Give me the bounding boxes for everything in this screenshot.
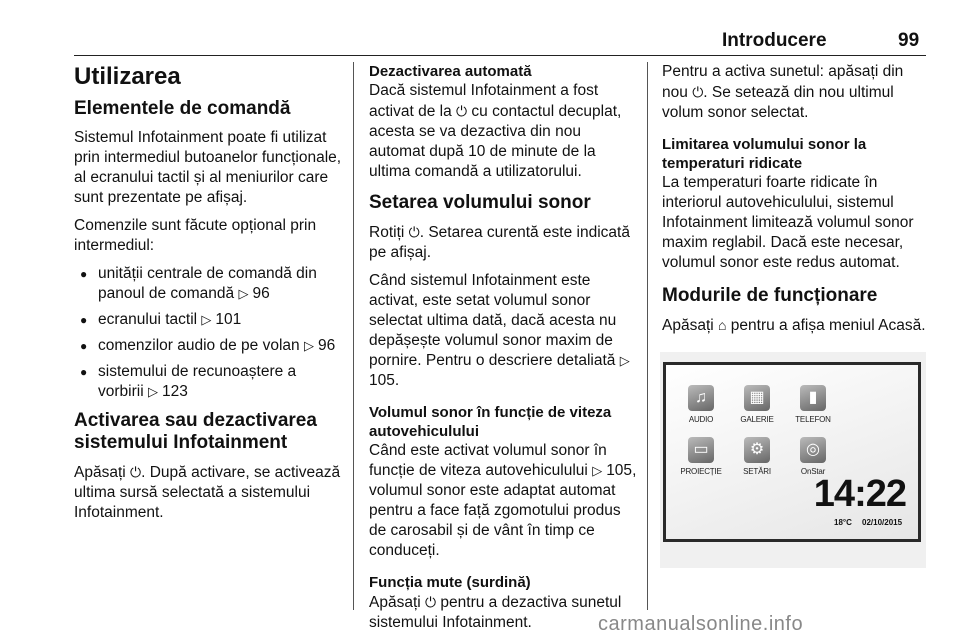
heading-auto-off: Dezactivarea automată [369,63,532,80]
page-header [0,30,960,52]
paragraph-intro: Sistemul Infotainment poate fi utilizat prin intermediul butoanelor funcționale, al ecranului tactil și al meniurilor care sunt prezentate pe afișaj. [74,129,342,206]
page-ref[interactable]: 96 [252,285,270,302]
column-divider [647,62,648,610]
page-ref-icon: ▷ [592,463,603,478]
paragraph-auto-off: Dacă sistemul Infotainment a fost activat de la ⏻ cu contactul decuplat, acesta se va dezactiva din nou automat după 10 de minute de la ultima comandă a utilizatorului. [369,82,622,180]
page-ref-icon: ▷ [147,384,158,399]
page-ref[interactable]: 101 [215,311,242,328]
infotainment-display [663,362,921,542]
page-ref[interactable]: 105. [369,372,400,389]
heading-mute: Funcția mute (surdină) [369,574,531,591]
list-item: ● sistemului de recunoaștere a vorbirii ▷ 123 [74,362,344,402]
paragraph-volume-start: Când sistemul Infotainment este activat, este setat volumul sonor selectat ultima dată, dacă acesta nu depășește volumul sonor maxim de pornire. Pentru o descriere detaliată ▷105. [369,272,630,389]
heading-speed-volume: Volumul sonor în funcție de viteza autovehiculului [369,404,612,440]
onstar-app-icon[interactable]: ◎ OnStar [788,437,838,476]
audio-app-icon[interactable]: ♫ AUDIO [676,385,726,424]
date: 02/10/2015 [862,518,903,527]
onstar-icon: ◎ [800,437,826,463]
paragraph-options: Comenzile sunt făcute opțional prin intermediul: [74,217,317,254]
chapter-title: Utilizarea [74,63,181,90]
gallery-app-icon[interactable]: ▦ GALERIE [732,385,782,424]
header-rule [74,55,926,56]
paragraph-unmute: Pentru a activa sunetul: apăsați din nou ⏻. Se setează din nou ultimul volum sonor selectat. [662,63,904,121]
column-divider [353,62,354,610]
page-ref[interactable]: 96 [317,337,336,354]
settings-app-icon[interactable]: ⚙ SETĂRI [732,437,782,476]
list-item: ● ecranului tactil ▷ 101 [74,310,344,330]
gear-icon: ⚙ [744,437,770,463]
power-icon: ⏻ [408,224,420,240]
projection-icon: ▭ [688,437,714,463]
gallery-icon: ▦ [744,385,770,411]
paragraph-modes: Apăsați ⌂ pentru a afișa meniul Acasă. [662,317,926,334]
list-item: ● comenzilor audio de pe volan ▷ 96 [74,336,344,356]
clock: 14:22 [813,473,906,515]
heading-modes: Modurile de funcționare [662,285,878,306]
home-icon: ⌂ [718,317,727,333]
temperature: 18°C [834,518,852,527]
music-note-icon: ♫ [688,385,714,411]
page-ref-icon: ▷ [238,286,249,301]
paragraph-volume-limit: La temperaturi foarte ridicate în interiorul autovehiculului, sistemul Infotainment limitează volumul sonor maxim reglabil. Dacă este necesar, volumul sonor este redus automat. [662,174,914,271]
page-ref[interactable]: 105 [606,462,633,479]
heading-volume: Setarea volumului sonor [369,192,591,213]
column-3 [662,62,928,344]
phone-icon: ▮ [800,385,826,411]
column-1 [74,62,344,531]
phone-app-icon[interactable]: ▮ TELEFON [788,385,838,424]
paragraph-on-off: Apăsați ⏻. După activare, se activează ultima sursă selectată a sistemului Infotainment. [74,464,341,521]
page-ref[interactable]: 123 [161,383,188,400]
paragraph-speed-volume: Când este activat volumul sonor în funcție de viteza autovehiculului ▷ 105, volumul sonor este adaptat automat pentru a face față zgomotului produs de carosabil și de vânt în timp ce conduceți. [369,442,637,559]
power-icon: ⏻ [130,464,142,480]
paragraph-volume: Rotiți ⏻. Setarea curentă este indicată pe afișaj. [369,224,630,261]
paragraph-mute: Apăsați ⏻ pentru a dezactiva sunetul sistemului Infotainment. [369,594,622,631]
section-title: Introducere [722,30,827,51]
heading-volume-limit: Limitarea volumului sonor la temperaturi ridicate [662,136,867,172]
home-screen-image [660,352,926,568]
page-number: 99 [898,30,920,51]
column-2 [369,62,639,641]
list-item: ● unității centrale de comandă din panoul de comandă ▷ 96 [74,264,344,304]
heading-controls: Elementele de comandă [74,98,291,119]
projection-app-icon[interactable]: ▭ PROIECȚIE [676,437,726,476]
power-icon: ⏻ [692,84,704,100]
page-ref-icon: ▷ [303,338,314,353]
page-ref-icon: ▷ [201,312,212,327]
watermark: carmanualsonline.info [598,613,804,635]
heading-on-off: Activarea sau dezactivarea sistemului Infotainment [74,410,317,453]
control-list [74,264,344,402]
power-icon: ⏻ [456,103,468,119]
page-ref-icon: ▷ [619,353,630,368]
power-icon: ⏻ [425,594,437,610]
